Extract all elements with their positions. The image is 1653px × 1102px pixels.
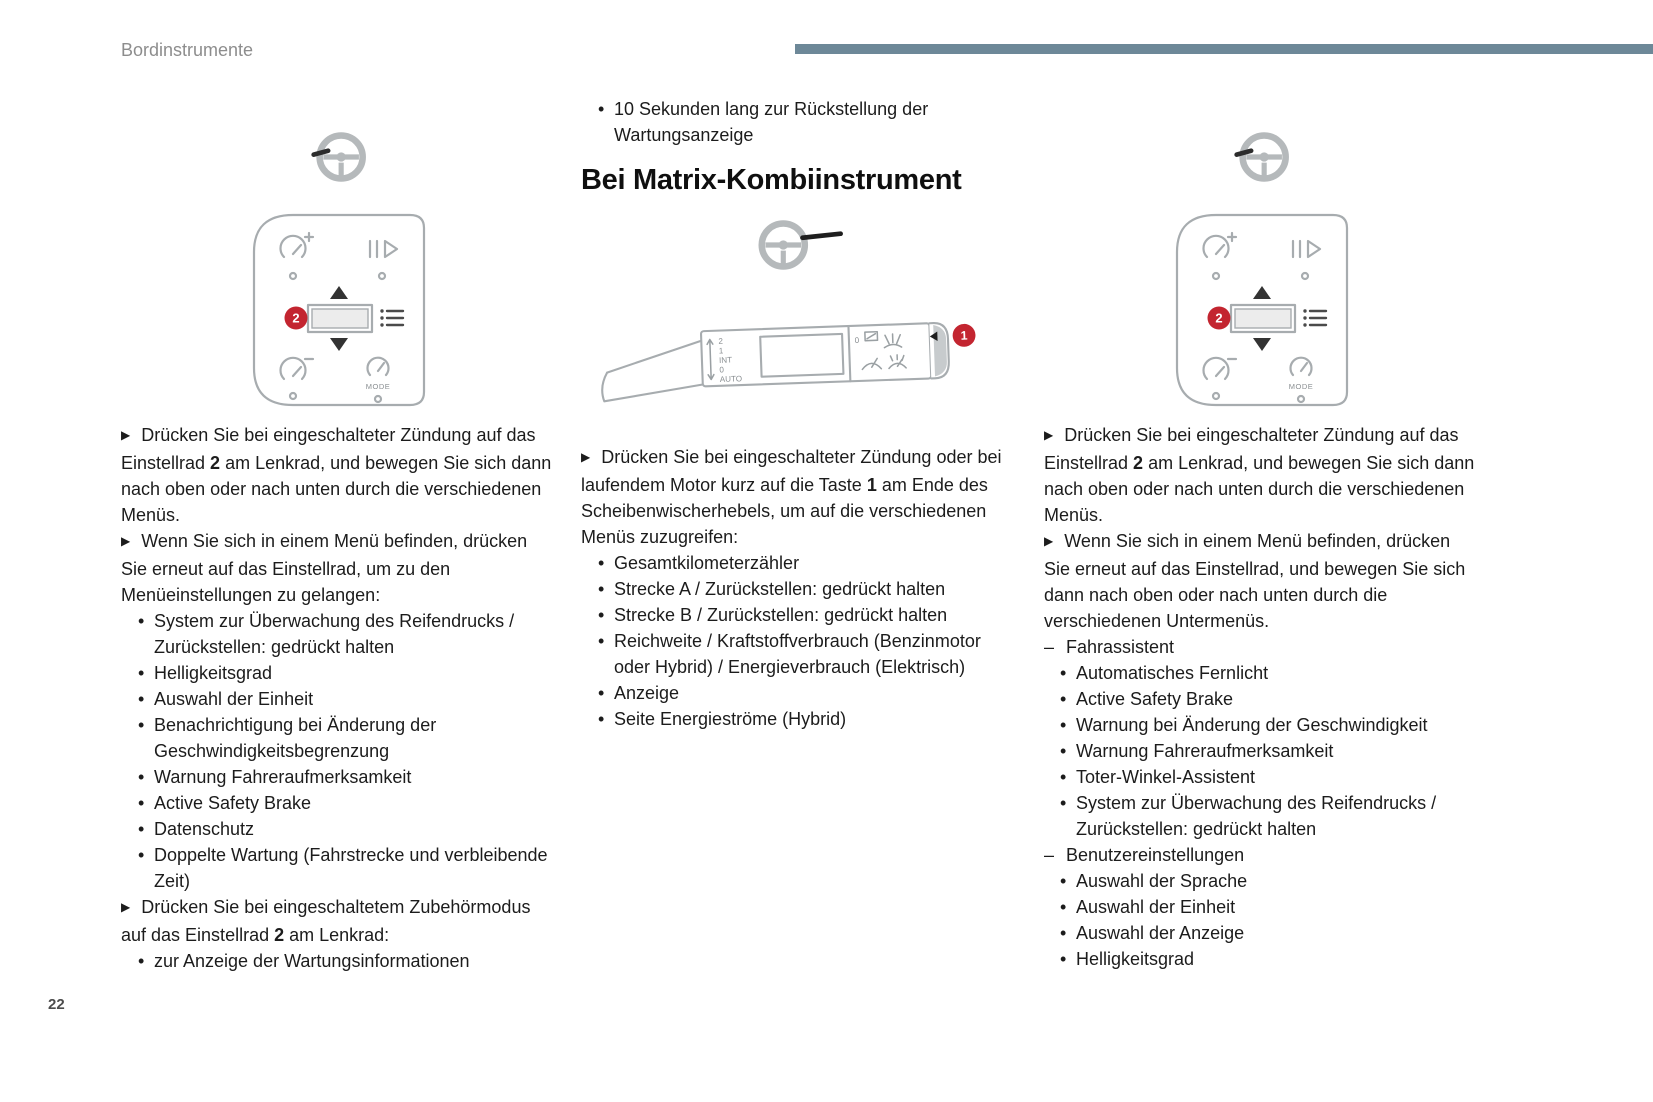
dash-marker: –: [1044, 845, 1055, 865]
list-item: • Strecke A / Zurückstellen: gedrückt halten: [598, 576, 1017, 602]
svg-text:0: 0: [719, 365, 725, 375]
svg-text:2: 2: [292, 310, 300, 326]
display-screen: [308, 305, 372, 332]
list-item: • zur Anzeige der Wartungsinformationen: [138, 948, 557, 974]
list-item: • Reichweite / Kraftstoffverbrauch (Benzinmotor oder Hybrid) / Energieverbrauch (Elektrisch): [598, 628, 1017, 680]
column-left: [121, 100, 557, 974]
bullet: •: [1060, 663, 1067, 683]
bullet: •: [138, 689, 145, 709]
bullet: •: [598, 578, 605, 599]
list-item: • Active Safety Brake: [138, 790, 557, 816]
bullet-list: [581, 550, 1017, 732]
section-heading: Bei Matrix-Kombiinstrument: [581, 164, 962, 196]
text-block-middle: [581, 444, 1017, 732]
bullet: •: [598, 99, 605, 119]
list-item: • Auswahl der Einheit: [138, 686, 557, 712]
bullet: •: [138, 951, 145, 971]
paragraph: ▶ Drücken Sie bei eingeschaltetem Zubehörmodus auf das Einstellrad 2 am Lenkrad:: [121, 894, 557, 948]
list-item: • Helligkeitsgrad: [1060, 946, 1480, 972]
svg-text:INT: INT: [718, 355, 733, 365]
list-item: • Gesamtkilometerzähler: [598, 550, 1017, 576]
header-rule-bar: [795, 44, 1653, 54]
bullet: •: [138, 767, 145, 787]
list-item: • Strecke B / Zurückstellen: gedrückt halten: [598, 602, 1017, 628]
list-item: • Datenschutz: [138, 816, 557, 842]
stalk-handle: [601, 341, 704, 402]
display-screen: [1231, 305, 1295, 332]
list-item: • 10 Sekunden lang zur Rückstellung der Wartungsanzeige: [581, 96, 1017, 148]
bullet: •: [1060, 923, 1067, 943]
dash-marker: –: [1044, 637, 1055, 657]
list-item: • System zur Überwachung des Reifendrucks / Zurückstellen: gedrückt halten: [138, 608, 557, 660]
list-item: • Anzeige: [598, 680, 1017, 706]
bullet: •: [138, 819, 145, 839]
svg-text:2: 2: [1215, 310, 1223, 326]
svg-text:AUTO: AUTO: [719, 374, 743, 385]
bullet: •: [598, 552, 605, 573]
bullet: •: [1060, 897, 1067, 917]
bullet: •: [598, 630, 605, 651]
bullet: •: [1060, 689, 1067, 709]
svg-text:MODE: MODE: [365, 382, 391, 391]
bullet: •: [138, 611, 145, 631]
wiper-stalk-diagram: [599, 284, 999, 410]
list-item: • Warnung Fahreraufmerksamkeit: [138, 764, 557, 790]
list-item: • Auswahl der Einheit: [1060, 894, 1480, 920]
steering-controls-diagram: [1174, 212, 1350, 408]
menu-group-label: – Benutzereinstellungen: [1044, 842, 1480, 868]
bullet: •: [138, 715, 145, 735]
bullet-list: [1044, 660, 1480, 842]
list-item: • Toter-Winkel-Assistent: [1060, 764, 1480, 790]
svg-text:0: 0: [854, 335, 860, 345]
arrow-marker: ▶: [121, 428, 131, 442]
stalk-display: [760, 334, 843, 377]
steering-wheel-icon: [744, 216, 854, 274]
bullet-list: [1044, 868, 1480, 972]
bullet: •: [138, 663, 145, 683]
bullet: •: [138, 845, 145, 865]
page-number: 22: [48, 996, 65, 1013]
list-item: • Active Safety Brake: [1060, 686, 1480, 712]
text-block-left: [121, 422, 557, 974]
list-item: • Warnung Fahreraufmerksamkeit: [1060, 738, 1480, 764]
arrow-marker: ▶: [121, 900, 131, 914]
text-block-right: [1044, 422, 1480, 972]
list-item: • Benachrichtigung bei Änderung der Geschwindigkeitsbegrenzung: [138, 712, 557, 764]
paragraph: ▶ Wenn Sie sich in einem Menü befinden, drücken Sie erneut auf das Einstellrad, und bewegen Sie sich dann nach oben oder nach unten durch die verschiedenen Untermenüs.: [1044, 528, 1480, 634]
column-right: [1044, 100, 1480, 972]
arrow-marker: ▶: [1044, 428, 1054, 442]
list-item: • Auswahl der Sprache: [1060, 868, 1480, 894]
bullet: •: [1060, 871, 1067, 891]
list-item: • Seite Energieströme (Hybrid): [598, 706, 1017, 732]
carryover-list: [581, 96, 1017, 148]
list-item: • Helligkeitsgrad: [138, 660, 557, 686]
svg-text:1: 1: [960, 328, 968, 343]
bullet-list: [121, 948, 557, 974]
list-item: • Auswahl der Anzeige: [1060, 920, 1480, 946]
paragraph: ▶ Drücken Sie bei eingeschalteter Zündung auf das Einstellrad 2 am Lenkrad, und bewegen Sie sich dann nach oben oder nach unten durch die verschiedenen Menüs.: [121, 422, 557, 528]
wiper-stalk-lever-icon: [800, 231, 843, 240]
svg-text:1: 1: [718, 346, 724, 356]
list-item: • System zur Überwachung des Reifendrucks / Zurückstellen: gedrückt halten: [1060, 790, 1480, 842]
bullet-list: [121, 608, 557, 894]
column-middle: [581, 96, 1017, 732]
bullet: •: [1060, 741, 1067, 761]
bullet: •: [598, 708, 605, 729]
arrow-marker: ▶: [1044, 534, 1054, 548]
bullet: •: [1060, 949, 1067, 969]
steering-wheel-icon: [300, 128, 379, 186]
bullet: •: [598, 682, 605, 703]
arrow-marker: ▶: [121, 534, 131, 548]
bullet: •: [1060, 767, 1067, 787]
paragraph: ▶ Wenn Sie sich in einem Menü befinden, drücken Sie erneut auf das Einstellrad, um zu den Menüeinstellungen zu gelangen:: [121, 528, 557, 608]
chapter-header: Bordinstrumente: [121, 40, 254, 60]
menu-group-label: – Fahrassistent: [1044, 634, 1480, 660]
paragraph: ▶ Drücken Sie bei eingeschalteter Zündung auf das Einstellrad 2 am Lenkrad, und bewegen Sie sich dann nach oben oder nach unten durch die verschiedenen Menüs.: [1044, 422, 1480, 528]
paragraph: ▶ Drücken Sie bei eingeschalteter Zündung oder bei laufendem Motor kurz auf die Taste 1 am Ende des Scheibenwischerhebels, um auf die verschiedenen Menüs zuzugreifen:: [581, 444, 1017, 550]
arrow-marker: ▶: [581, 449, 591, 464]
steering-controls-diagram: [251, 212, 427, 408]
bullet: •: [1060, 715, 1067, 735]
list-item: • Doppelte Wartung (Fahrstrecke und verbleibende Zeit): [138, 842, 557, 894]
list-item: • Automatisches Fernlicht: [1060, 660, 1480, 686]
steering-wheel-icon: [1223, 128, 1302, 186]
svg-text:MODE: MODE: [1288, 382, 1314, 391]
bullet: •: [598, 604, 605, 625]
svg-text:2: 2: [718, 336, 724, 346]
bullet: •: [138, 793, 145, 813]
list-item: • Warnung bei Änderung der Geschwindigkeit: [1060, 712, 1480, 738]
bullet: •: [1060, 793, 1067, 813]
